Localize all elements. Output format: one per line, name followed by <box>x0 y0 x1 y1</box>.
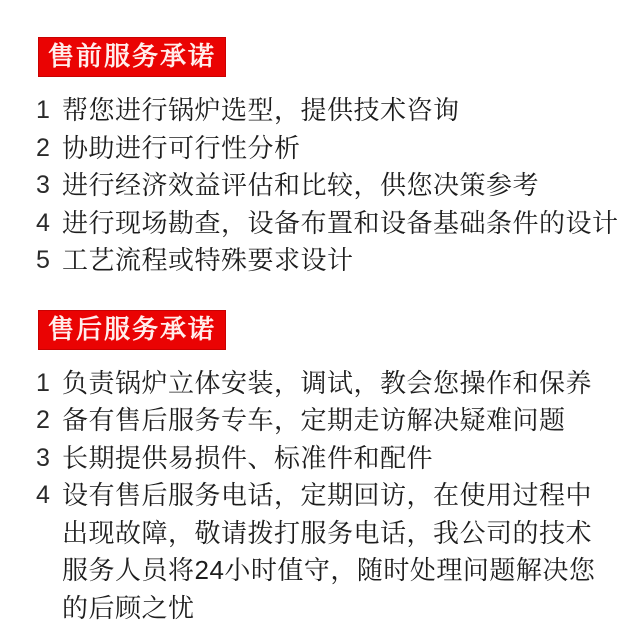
list-item <box>36 92 620 130</box>
item-number: 4 <box>36 208 50 237</box>
item-text <box>62 402 620 440</box>
item-text <box>62 167 620 205</box>
item-text <box>62 242 620 280</box>
item-text-line: 长期提供易损件、标准件和配件 <box>62 442 434 473</box>
item-text-line: 备有售后服务专车，定期走访解决疑难问题 <box>62 405 566 435</box>
item-text <box>62 92 620 130</box>
item-number: 5 <box>36 246 50 274</box>
list-item <box>36 440 620 478</box>
presale-section <box>36 38 620 280</box>
item-number: 1 <box>36 368 50 397</box>
item-text-line: 设有售后服务电话，定期回访，在使用过程中 <box>62 480 593 510</box>
item-text-line: 进行现场勘查，设备布置和设备基础条件的设计 <box>62 207 619 238</box>
list-item <box>36 205 620 243</box>
list-item <box>36 365 620 403</box>
item-number: 3 <box>36 443 50 472</box>
item-text <box>62 130 620 168</box>
item-number: 2 <box>36 133 50 162</box>
item-text <box>62 365 620 403</box>
item-text-line: 服务人员将24小时值守，随时处理问题解决您 <box>62 555 596 585</box>
list-item <box>36 477 620 627</box>
item-number: 2 <box>36 406 50 434</box>
item-text <box>62 477 620 627</box>
item-text-line: 负责锅炉立体安装，调试，教会您操作和保养 <box>62 367 593 398</box>
list-item <box>36 130 620 168</box>
presale-title-badge: 售前服务承诺 <box>39 38 225 76</box>
aftersale-section <box>36 311 620 628</box>
aftersale-list <box>36 365 620 628</box>
aftersale-title-badge: 售后服务承诺 <box>39 311 225 349</box>
presale-list <box>36 92 620 280</box>
item-text-line: 的后顾之忧 <box>62 592 195 623</box>
item-text-line: 工艺流程或特殊要求设计 <box>62 245 354 275</box>
item-number: 1 <box>36 96 50 124</box>
item-text <box>62 205 620 243</box>
list-item <box>36 167 620 205</box>
item-text-line: 协助进行可行性分析 <box>62 132 301 163</box>
item-text-line: 帮您进行锅炉选型，提供技术咨询 <box>62 95 460 125</box>
item-text-line: 进行经济效益评估和比较，供您决策参考 <box>62 170 540 200</box>
item-number: 3 <box>36 171 50 199</box>
item-number: 4 <box>36 481 50 509</box>
list-item <box>36 402 620 440</box>
item-text <box>62 440 620 478</box>
item-text-line: 出现故障，敬请拨打服务电话，我公司的技术 <box>62 517 593 548</box>
list-item <box>36 242 620 280</box>
